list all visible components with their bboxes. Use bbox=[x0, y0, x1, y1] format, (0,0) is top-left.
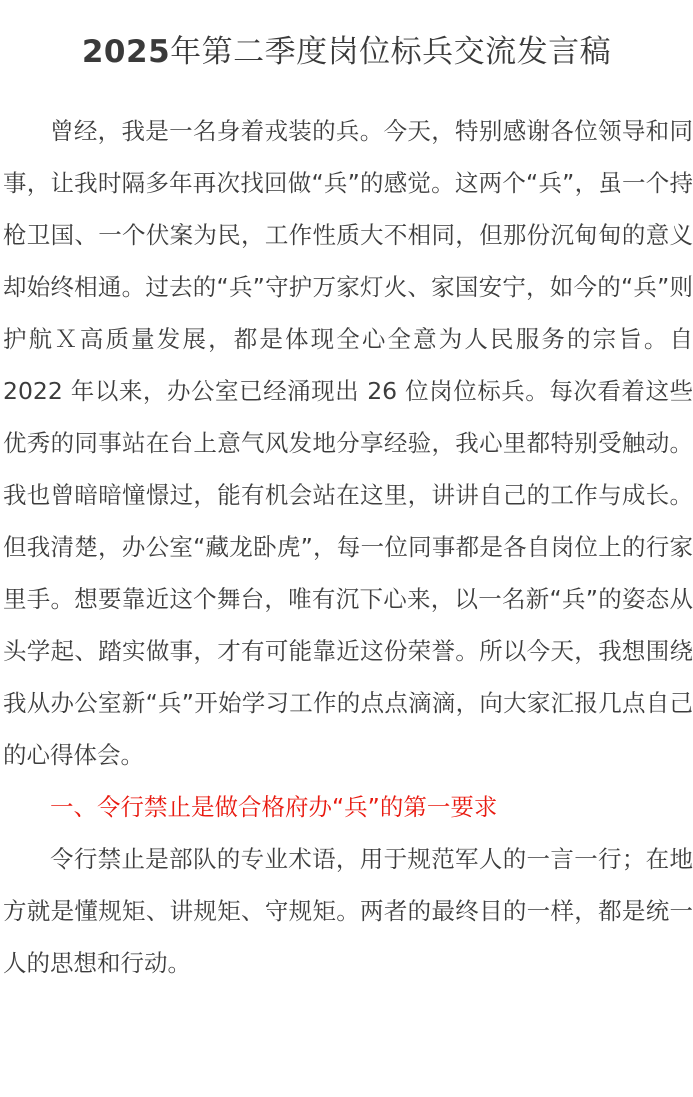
document-title bbox=[0, 30, 693, 74]
section-heading-1: 一、令行禁止是做合格府办“兵”的第一要求 bbox=[50, 793, 498, 821]
section-1-paragraph: 令行禁止是部队的专业术语，用于规范军人的一言一行；在地方就是懂规矩、讲规矩、守规矩。两者的最终目的一样，都是统一人的思想和行动。 bbox=[3, 845, 693, 977]
document-title-text: 年第二季度岗位标兵交流发言稿 bbox=[170, 34, 612, 70]
document-body bbox=[3, 105, 693, 989]
document-title-year: 2025 bbox=[81, 34, 171, 70]
intro-paragraph: 曾经，我是一名身着戎装的兵。今天，特别感谢各位领导和同事，让我时隔多年再次找回做“兵”的感觉。这两个“兵”，虽一个持枪卫国、一个伏案为民，工作性质大不相同，但那份沉甸甸的意义却始终相通。过去的“兵”守护万家灯火、家国安宁，如今的“兵”则护航Ｘ高质量发展，都是体现全心全意为人民服务的宗旨。自 2022 年以来，办公室已经涌现出 26 位岗位标兵。每次看着这些优秀的同事站在台上意气风发地分享经验，我心里都特别受触动。我也曾暗暗憧憬过，能有机会站在这里，讲讲自己的工作与成长。但我清楚，办公室“藏龙卧虎”，每一位同事都是各自岗位上的行家里手。想要靠近这个舞台，唯有沉下心来，以一名新“兵”的姿态从头学起、踏实做事，才有可能靠近这份荣誉。所以今天，我想围绕我从办公室新“兵”开始学习工作的点点滴滴，向大家汇报几点自己的心得体会。 bbox=[3, 117, 693, 769]
